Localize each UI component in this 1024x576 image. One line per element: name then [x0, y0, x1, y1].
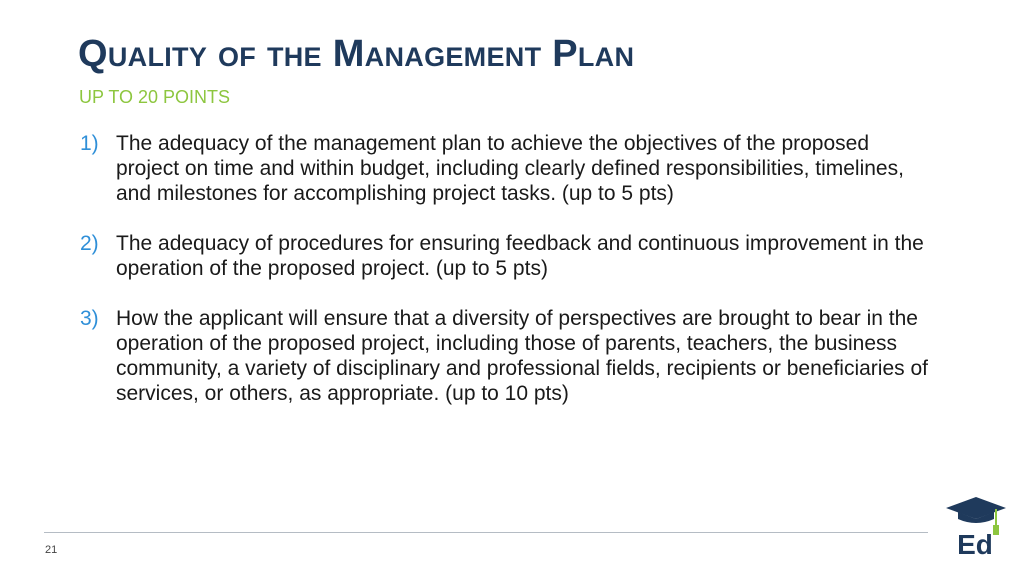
graduation-cap-ed-logo-icon	[944, 494, 1008, 558]
criteria-text: The adequacy of the management plan to achieve the objectives of the proposed project on time and within budget, including clearly defined responsibilities, timelines, and milestones for accomplishing project tasks. (up to 5 pts)	[116, 132, 904, 205]
page-number: 21	[45, 544, 58, 556]
criteria-number: 2)	[80, 232, 99, 255]
slide-title: Quality of the Management Plan	[78, 33, 635, 75]
criteria-list	[80, 131, 930, 431]
criteria-text: The adequacy of procedures for ensuring feedback and continuous improvement in the operation of the proposed project. (up to 5 pts)	[116, 232, 924, 280]
criteria-item-3	[80, 306, 930, 406]
criteria-number: 3)	[80, 307, 99, 330]
criteria-item-2	[80, 231, 930, 281]
slide-subtitle: UP TO 20 POINTS	[79, 87, 231, 107]
criteria-text: How the applicant will ensure that a diversity of perspectives are brought to bear in the operation of the proposed project, including those of parents, teachers, the business community, a variety of disciplinary and professional fields, recipients or beneficiaries of services, or others, as appropriate. (up to 10 pts)	[116, 307, 928, 405]
criteria-number: 1)	[80, 132, 99, 155]
tassel	[993, 525, 999, 535]
footer-divider	[44, 532, 928, 533]
logo-lettering: Ed	[957, 529, 993, 558]
criteria-item-1	[80, 131, 930, 206]
